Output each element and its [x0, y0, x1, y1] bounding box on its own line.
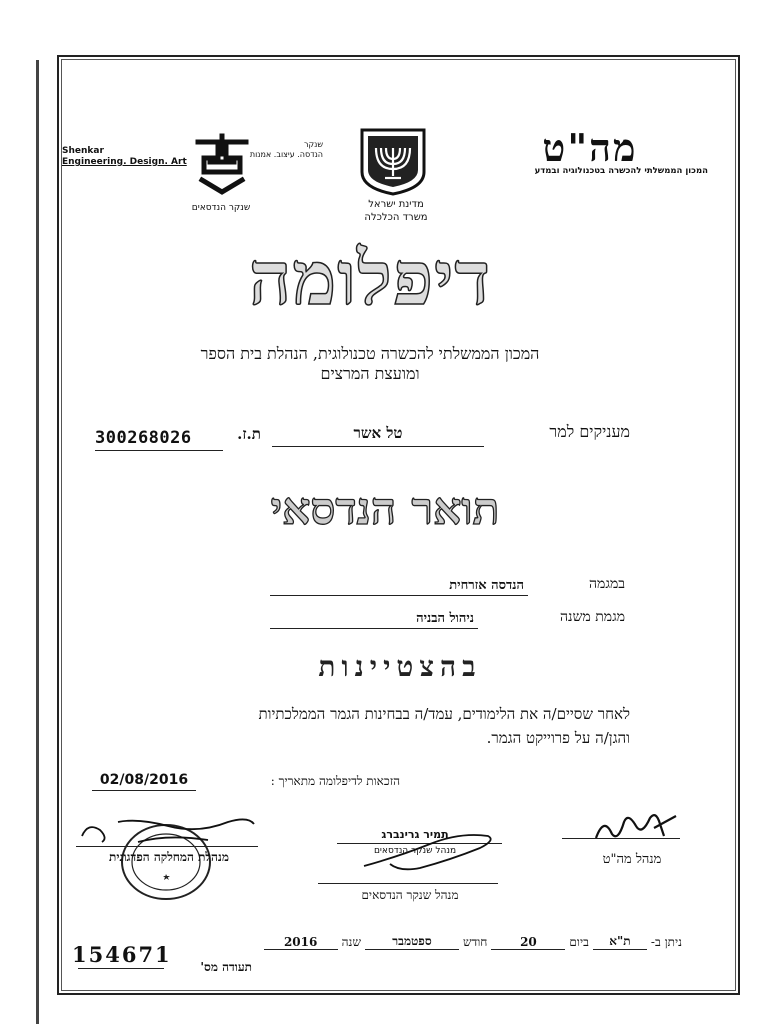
shenkar-signer-name: תמיר גרינברג [381, 828, 449, 841]
shenkar-caption: שנקר הנדסאים [191, 203, 251, 213]
issued-year-label: שנה [341, 935, 361, 949]
recipient-name: טל אשר [272, 424, 484, 447]
issued-month: ספטמבר [365, 934, 459, 950]
issuer-text: המכון הממשלתי להכשרה טכנולוגית, הנהלת בית הספר ומועצת המרצים [200, 344, 540, 383]
minor-label: מגמת משנה [559, 609, 625, 625]
issued-city: ת"א [593, 934, 647, 950]
state-emblem-caption: מדינת ישראל משרד הכלכלה [364, 199, 428, 223]
shenkar-hebrew-wordmark: שנקר הנדסה. עיצוב. אמנות [249, 140, 323, 159]
certificate-number-line [78, 968, 164, 969]
completion-text: לאחר שסיים/ה את הלימודים, עמד/ה בבחינות הגמר הממלכתיות והגן/ה על פרוייקט הגמר. [258, 705, 630, 747]
director-title: מנהל מה"ט [602, 852, 662, 867]
issued-day-label: ביום [569, 935, 589, 949]
pedagogic-title: מנהלת המחלקה הפדגוגית [109, 850, 229, 864]
mahat-caption: המכון הממשלתי להכשרה בטכנולוגיה ובמדע [534, 166, 708, 176]
major-value: הנדסה אזרחית [270, 577, 528, 596]
certificate-number: 154671 [72, 942, 172, 967]
shenkar-english-wordmark: Shenkar Engineering. Design. Art [62, 146, 187, 167]
minor-value: ניהול הבניה [270, 610, 478, 629]
state-emblem-icon [356, 126, 430, 200]
pedagogic-signature-line [76, 846, 258, 847]
certificate-label: תעודה מס' [200, 960, 252, 974]
mahat-logo: מה"ט [542, 125, 638, 170]
page-edge-shadow [36, 60, 39, 1024]
shenkar-signature-icon [360, 826, 500, 876]
id-number: 300268026 [95, 428, 223, 451]
shenkar-signer-subtitle: מנהל שנקר הנדסאים [373, 846, 457, 856]
director-signature-line [562, 838, 680, 839]
issued-day: 20 [491, 935, 565, 950]
issued-prefix: ניתן ב- [650, 935, 682, 949]
shenkar-title-line [318, 883, 498, 884]
honors-text: בהצטיינות [318, 650, 482, 683]
issued-year: 2016 [264, 935, 338, 950]
issued-month-label: חודש [462, 935, 488, 949]
degree-title: תואר הנדסאי [270, 484, 500, 535]
issued-row [166, 926, 686, 950]
id-label: ת.ז. [237, 425, 261, 443]
diploma-title: דיפלומה [248, 236, 492, 322]
major-label: במגמה [588, 576, 625, 592]
shenkar-title: מנהל שנקר הנדסאים [361, 888, 459, 902]
grant-label: מעניקים למר [549, 422, 630, 441]
eligibility-label: הזכאות לדיפלומה מתאריך : [270, 774, 400, 788]
eligibility-date: 02/08/2016 [92, 772, 196, 791]
